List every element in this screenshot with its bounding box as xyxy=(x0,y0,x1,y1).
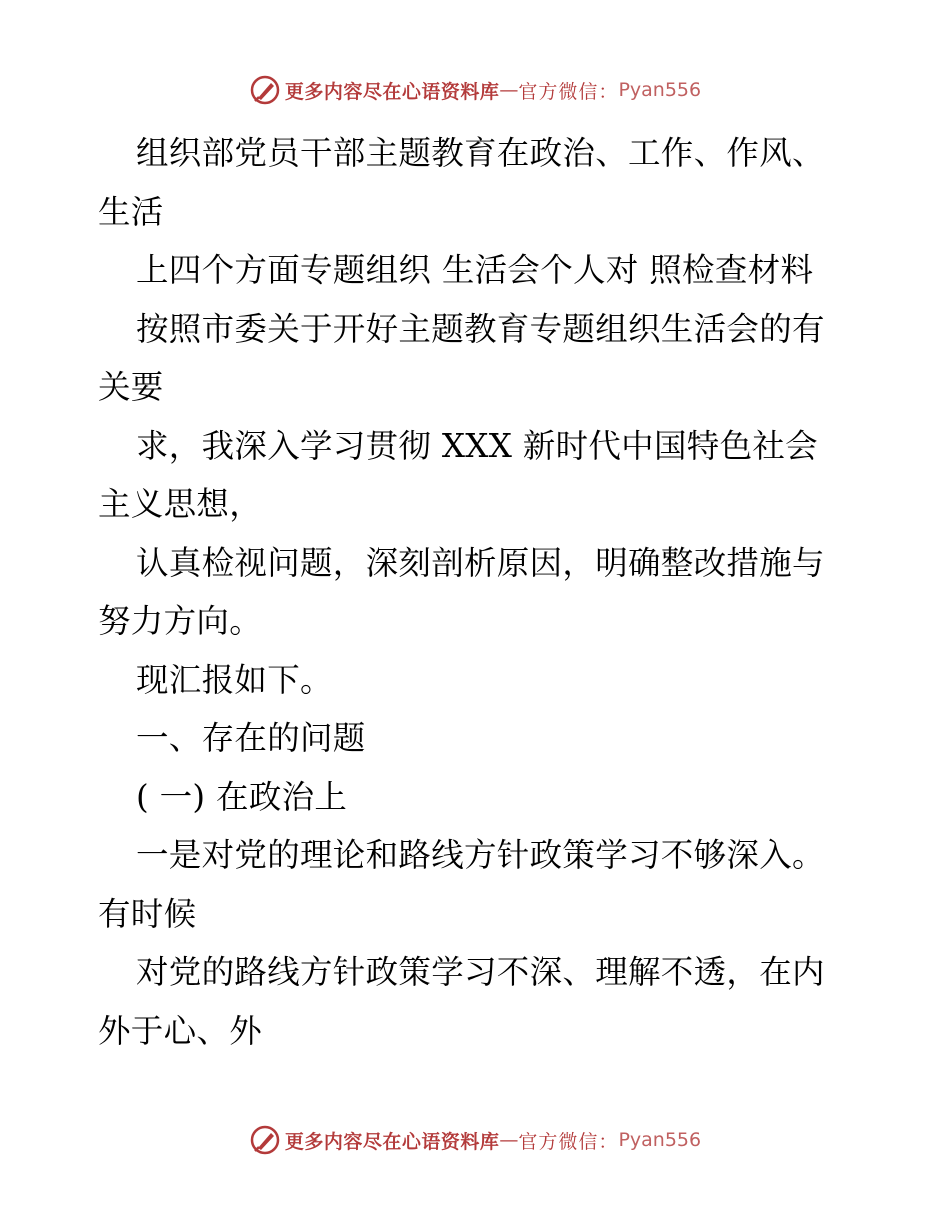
text-line: 外于心、外 xyxy=(98,1011,263,1050)
text-line: 组织部党员干部主题教育在政治、工作、作风、 xyxy=(136,134,825,172)
watermark-brand: 更多内容尽在心语资料库 xyxy=(284,1130,500,1153)
text-line: 对党的路线方针政策学习不深、理解不透，在内 xyxy=(136,953,825,991)
text-line: 认真检视问题，深刻剖析原因，明确整改措施与 xyxy=(136,543,825,582)
text-line: 关要 xyxy=(98,368,164,406)
subsection-heading: ( 一) 在政治上 xyxy=(136,777,348,816)
text-line: 求，我深入学习贯彻 XXX 新时代中国特色社会 xyxy=(136,426,818,465)
text-line: 上四个方面专题组织 生活会个人对 照检查材料 xyxy=(136,251,814,289)
watermark-brand: 更多内容尽在心语资料库 xyxy=(284,80,500,103)
watermark-id: Pyan556 xyxy=(618,1129,702,1151)
watermark-label: 官方微信： xyxy=(518,1130,619,1153)
text-line: 有时候 xyxy=(98,894,197,933)
quill-pen-logo-icon xyxy=(249,1124,281,1156)
document-body xyxy=(98,124,858,1060)
watermark-dash: — xyxy=(499,79,519,101)
footer-watermark xyxy=(0,1124,950,1156)
text-line: 主义思想， xyxy=(98,485,263,523)
text-line: 现汇报如下。 xyxy=(136,660,333,699)
watermark-label: 官方微信： xyxy=(518,80,619,103)
watermark-dash: — xyxy=(499,1129,519,1151)
watermark-id: Pyan556 xyxy=(618,79,702,101)
text-line: 生活 xyxy=(98,192,164,231)
text-line: 按照市委关于开好主题教育专题组织生活会的有 xyxy=(136,309,825,348)
quill-pen-logo-icon xyxy=(249,74,281,106)
section-heading: 一、存在的问题 xyxy=(136,719,366,757)
text-line: 一是对党的理论和路线方针政策学习不够深入。 xyxy=(136,836,825,874)
text-line: 努力方向。 xyxy=(98,602,263,640)
header-watermark xyxy=(0,74,950,106)
